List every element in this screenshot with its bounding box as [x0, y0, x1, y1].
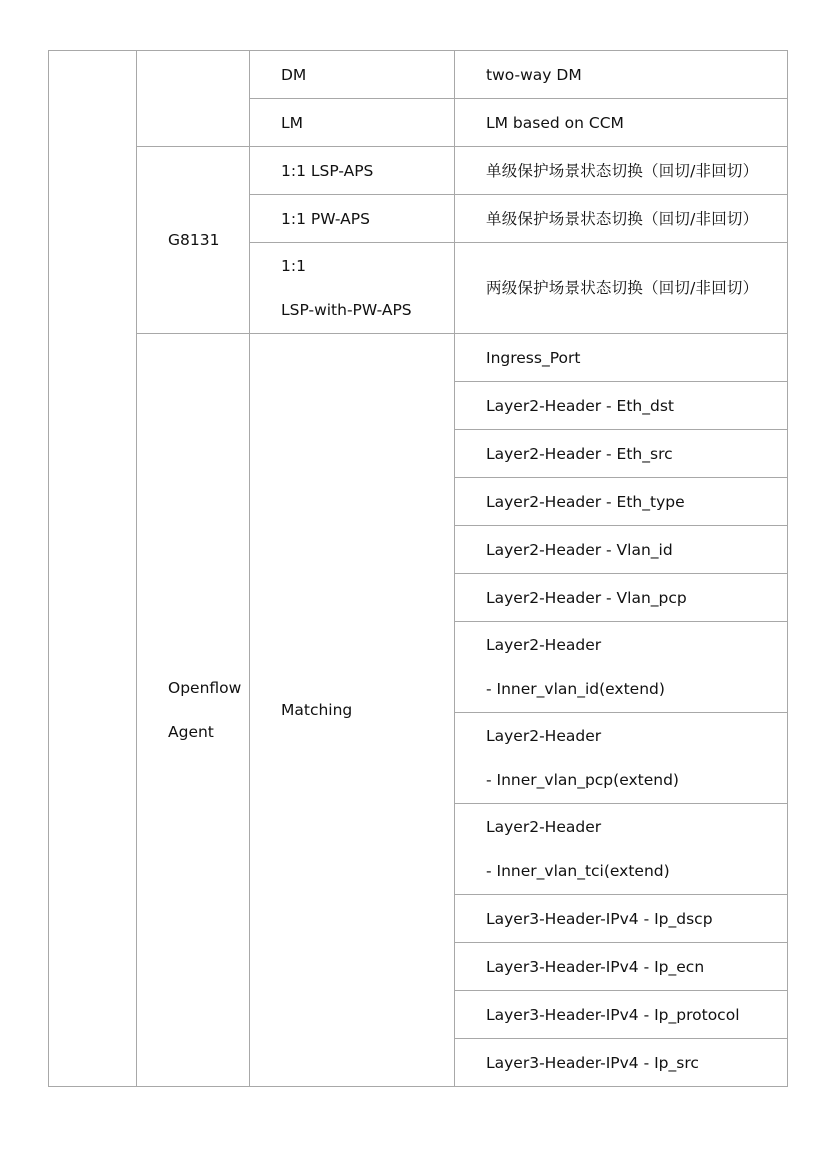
table-row — [49, 51, 788, 99]
match-field-cell: Layer2-Header - Inner_vlan_tci(extend) — [455, 804, 788, 895]
match-field-cell: Layer3-Header-IPv4 - Ip_protocol — [455, 991, 788, 1039]
match-field-cell: Layer2-Header - Vlan_pcp — [455, 574, 788, 622]
match-field-cell: Layer3-Header-IPv4 - Ip_dscp — [455, 895, 788, 943]
feature-cell: 1:1 PW-APS — [250, 195, 455, 243]
feature-cell: 1:1 LSP-with-PW-APS — [250, 243, 455, 334]
desc-cell: two-way DM — [455, 51, 788, 99]
openflow-label-cell: Openflow Agent — [137, 334, 250, 1087]
match-field-cell: Layer2-Header - Eth_dst — [455, 382, 788, 430]
match-field-cell: Layer2-Header - Inner_vlan_pcp(extend) — [455, 713, 788, 804]
feature-cell: LM — [250, 99, 455, 147]
oam-group-cell — [137, 51, 250, 147]
match-field-cell: Layer2-Header - Eth_type — [455, 478, 788, 526]
match-field-cell: Layer2-Header - Vlan_id — [455, 526, 788, 574]
category-cell — [49, 51, 137, 1087]
matching-cell: Matching — [250, 334, 455, 1087]
feature-cell: DM — [250, 51, 455, 99]
desc-cell: 单级保护场景状态切换（回切/非回切） — [455, 195, 788, 243]
feature-cell: 1:1 LSP-APS — [250, 147, 455, 195]
match-field-cell: Layer3-Header-IPv4 - Ip_src — [455, 1039, 788, 1087]
spec-table — [48, 50, 788, 1087]
desc-cell: 两级保护场景状态切换（回切/非回切） — [455, 243, 788, 334]
desc-cell: LM based on CCM — [455, 99, 788, 147]
table-row — [49, 334, 788, 382]
table-row — [49, 147, 788, 195]
match-field-cell: Layer2-Header - Eth_src — [455, 430, 788, 478]
match-field-cell: Layer3-Header-IPv4 - Ip_ecn — [455, 943, 788, 991]
desc-cell: 单级保护场景状态切换（回切/非回切） — [455, 147, 788, 195]
g8131-label-cell: G8131 — [137, 147, 250, 334]
match-field-cell: Layer2-Header - Inner_vlan_id(extend) — [455, 622, 788, 713]
match-field-cell: Ingress_Port — [455, 334, 788, 382]
